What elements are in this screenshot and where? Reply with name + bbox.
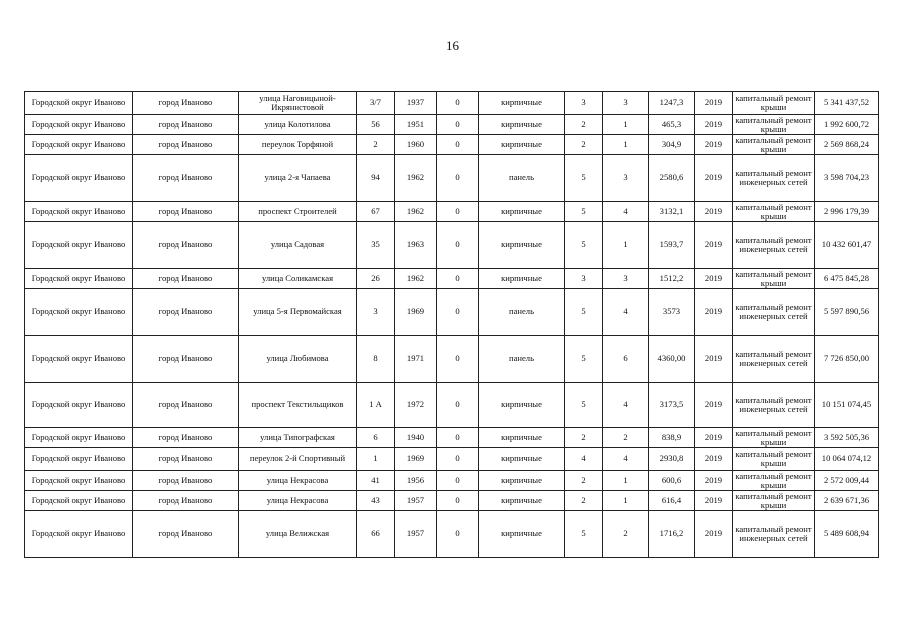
house-number-cell: 8: [357, 336, 395, 383]
floors-cell: 2: [565, 135, 603, 155]
entrances-cell: 1: [603, 222, 649, 269]
plan-year-cell: 2019: [695, 383, 733, 428]
table-row: [25, 448, 879, 471]
wall-material-cell: кирпичные: [479, 383, 565, 428]
table-row: [25, 383, 879, 428]
street-cell: улица Наговицыной-Икрянистовой: [239, 92, 357, 115]
cost-cell: 5 597 890,56: [815, 289, 879, 336]
plan-year-cell: 2019: [695, 115, 733, 135]
floors-cell: 5: [565, 289, 603, 336]
plan-year-cell: 2019: [695, 491, 733, 511]
year-cell: 1969: [395, 448, 437, 471]
table-row: [25, 471, 879, 491]
area-cell: 616,4: [649, 491, 695, 511]
year-cell: 1940: [395, 428, 437, 448]
year-cell: 1937: [395, 92, 437, 115]
district-cell: Городской округ Иваново: [25, 115, 133, 135]
city-cell: город Иваново: [133, 269, 239, 289]
floors-cell: 2: [565, 115, 603, 135]
work-type-cell: капитальный ремонт инженерных сетей: [733, 155, 815, 202]
entrances-cell: 6: [603, 336, 649, 383]
table-row: [25, 491, 879, 511]
street-cell: улица Любимова: [239, 336, 357, 383]
cost-cell: 3 592 505,36: [815, 428, 879, 448]
floors-cell: 5: [565, 222, 603, 269]
cost-cell: 10 064 074,12: [815, 448, 879, 471]
district-cell: Городской округ Иваново: [25, 135, 133, 155]
entrances-cell: 1: [603, 115, 649, 135]
entrances-cell: 4: [603, 383, 649, 428]
floors-cell: 5: [565, 202, 603, 222]
entrances-cell: 4: [603, 202, 649, 222]
plan-year-cell: 2019: [695, 428, 733, 448]
street-cell: улица Типографская: [239, 428, 357, 448]
plan-year-cell: 2019: [695, 92, 733, 115]
district-cell: Городской округ Иваново: [25, 491, 133, 511]
year-cell: 1960: [395, 135, 437, 155]
work-type-cell: капитальный ремонт крыши: [733, 202, 815, 222]
work-type-cell: капитальный ремонт крыши: [733, 115, 815, 135]
plan-year-cell: 2019: [695, 222, 733, 269]
zero-cell: 0: [437, 155, 479, 202]
street-cell: улица Некрасова: [239, 471, 357, 491]
district-cell: Городской округ Иваново: [25, 155, 133, 202]
street-cell: проспект Текстильщиков: [239, 383, 357, 428]
plan-year-cell: 2019: [695, 202, 733, 222]
house-number-cell: 3/7: [357, 92, 395, 115]
table-row: [25, 155, 879, 202]
wall-material-cell: кирпичные: [479, 511, 565, 558]
district-cell: Городской округ Иваново: [25, 448, 133, 471]
cost-cell: 5 341 437,52: [815, 92, 879, 115]
area-cell: 600,6: [649, 471, 695, 491]
entrances-cell: 3: [603, 92, 649, 115]
wall-material-cell: кирпичные: [479, 491, 565, 511]
house-number-cell: 1 А: [357, 383, 395, 428]
work-type-cell: капитальный ремонт крыши: [733, 491, 815, 511]
table-row: [25, 92, 879, 115]
cost-cell: 10 432 601,47: [815, 222, 879, 269]
city-cell: город Иваново: [133, 289, 239, 336]
zero-cell: 0: [437, 383, 479, 428]
year-cell: 1962: [395, 155, 437, 202]
zero-cell: 0: [437, 269, 479, 289]
year-cell: 1962: [395, 269, 437, 289]
area-cell: 3173,5: [649, 383, 695, 428]
floors-cell: 3: [565, 269, 603, 289]
floors-cell: 2: [565, 491, 603, 511]
district-cell: Городской округ Иваново: [25, 383, 133, 428]
street-cell: переулок Торфяной: [239, 135, 357, 155]
entrances-cell: 1: [603, 491, 649, 511]
work-type-cell: капитальный ремонт крыши: [733, 269, 815, 289]
floors-cell: 2: [565, 428, 603, 448]
house-number-cell: 67: [357, 202, 395, 222]
entrances-cell: 3: [603, 269, 649, 289]
entrances-cell: 2: [603, 511, 649, 558]
work-type-cell: капитальный ремонт крыши: [733, 428, 815, 448]
house-number-cell: 2: [357, 135, 395, 155]
work-type-cell: капитальный ремонт крыши: [733, 135, 815, 155]
zero-cell: 0: [437, 336, 479, 383]
house-number-cell: 43: [357, 491, 395, 511]
area-cell: 2930,8: [649, 448, 695, 471]
entrances-cell: 1: [603, 471, 649, 491]
cost-cell: 1 992 600,72: [815, 115, 879, 135]
district-cell: Городской округ Иваново: [25, 471, 133, 491]
house-number-cell: 26: [357, 269, 395, 289]
district-cell: Городской округ Иваново: [25, 92, 133, 115]
plan-year-cell: 2019: [695, 511, 733, 558]
wall-material-cell: кирпичные: [479, 471, 565, 491]
city-cell: город Иваново: [133, 135, 239, 155]
entrances-cell: 3: [603, 155, 649, 202]
zero-cell: 0: [437, 448, 479, 471]
house-number-cell: 6: [357, 428, 395, 448]
cost-cell: 3 598 704,23: [815, 155, 879, 202]
district-cell: Городской округ Иваново: [25, 428, 133, 448]
year-cell: 1951: [395, 115, 437, 135]
street-cell: улица Садовая: [239, 222, 357, 269]
table-row: [25, 428, 879, 448]
plan-year-cell: 2019: [695, 448, 733, 471]
wall-material-cell: кирпичные: [479, 202, 565, 222]
street-cell: улица Некрасова: [239, 491, 357, 511]
year-cell: 1957: [395, 491, 437, 511]
entrances-cell: 2: [603, 428, 649, 448]
zero-cell: 0: [437, 92, 479, 115]
wall-material-cell: кирпичные: [479, 448, 565, 471]
year-cell: 1957: [395, 511, 437, 558]
entrances-cell: 4: [603, 289, 649, 336]
floors-cell: 4: [565, 448, 603, 471]
district-cell: Городской округ Иваново: [25, 289, 133, 336]
house-number-cell: 35: [357, 222, 395, 269]
zero-cell: 0: [437, 491, 479, 511]
floors-cell: 3: [565, 92, 603, 115]
cost-cell: 2 996 179,39: [815, 202, 879, 222]
table-row: [25, 135, 879, 155]
floors-cell: 5: [565, 383, 603, 428]
work-type-cell: капитальный ремонт инженерных сетей: [733, 222, 815, 269]
city-cell: город Иваново: [133, 491, 239, 511]
plan-year-cell: 2019: [695, 471, 733, 491]
cost-cell: 5 489 608,94: [815, 511, 879, 558]
wall-material-cell: кирпичные: [479, 92, 565, 115]
city-cell: город Иваново: [133, 471, 239, 491]
street-cell: улица Колотилова: [239, 115, 357, 135]
zero-cell: 0: [437, 289, 479, 336]
area-cell: 4360,00: [649, 336, 695, 383]
table-row: [25, 511, 879, 558]
cost-cell: 2 639 671,36: [815, 491, 879, 511]
plan-year-cell: 2019: [695, 289, 733, 336]
wall-material-cell: панель: [479, 336, 565, 383]
plan-year-cell: 2019: [695, 336, 733, 383]
district-cell: Городской округ Иваново: [25, 511, 133, 558]
table-row: [25, 222, 879, 269]
street-cell: улица Соликамская: [239, 269, 357, 289]
district-cell: Городской округ Иваново: [25, 202, 133, 222]
district-cell: Городской округ Иваново: [25, 222, 133, 269]
buildings-table: [24, 91, 879, 558]
wall-material-cell: кирпичные: [479, 269, 565, 289]
floors-cell: 5: [565, 511, 603, 558]
table-row: [25, 269, 879, 289]
city-cell: город Иваново: [133, 202, 239, 222]
year-cell: 1956: [395, 471, 437, 491]
area-cell: 1593,7: [649, 222, 695, 269]
house-number-cell: 3: [357, 289, 395, 336]
city-cell: город Иваново: [133, 383, 239, 428]
zero-cell: 0: [437, 115, 479, 135]
area-cell: 838,9: [649, 428, 695, 448]
cost-cell: 7 726 850,00: [815, 336, 879, 383]
house-number-cell: 41: [357, 471, 395, 491]
cost-cell: 6 475 845,28: [815, 269, 879, 289]
work-type-cell: капитальный ремонт инженерных сетей: [733, 511, 815, 558]
house-number-cell: 1: [357, 448, 395, 471]
year-cell: 1962: [395, 202, 437, 222]
wall-material-cell: панель: [479, 289, 565, 336]
cost-cell: 2 572 009,44: [815, 471, 879, 491]
city-cell: город Иваново: [133, 115, 239, 135]
zero-cell: 0: [437, 202, 479, 222]
city-cell: город Иваново: [133, 336, 239, 383]
wall-material-cell: кирпичные: [479, 135, 565, 155]
street-cell: проспект Строителей: [239, 202, 357, 222]
city-cell: город Иваново: [133, 448, 239, 471]
zero-cell: 0: [437, 471, 479, 491]
area-cell: 304,9: [649, 135, 695, 155]
work-type-cell: капитальный ремонт инженерных сетей: [733, 289, 815, 336]
house-number-cell: 56: [357, 115, 395, 135]
plan-year-cell: 2019: [695, 135, 733, 155]
wall-material-cell: кирпичные: [479, 428, 565, 448]
table-row: [25, 202, 879, 222]
area-cell: 3132,1: [649, 202, 695, 222]
table-row: [25, 115, 879, 135]
plan-year-cell: 2019: [695, 155, 733, 202]
area-cell: 465,3: [649, 115, 695, 135]
floors-cell: 5: [565, 336, 603, 383]
year-cell: 1969: [395, 289, 437, 336]
cost-cell: 2 569 868,24: [815, 135, 879, 155]
wall-material-cell: панель: [479, 155, 565, 202]
work-type-cell: капитальный ремонт крыши: [733, 471, 815, 491]
zero-cell: 0: [437, 511, 479, 558]
area-cell: 1716,2: [649, 511, 695, 558]
house-number-cell: 94: [357, 155, 395, 202]
plan-year-cell: 2019: [695, 269, 733, 289]
cost-cell: 10 151 074,45: [815, 383, 879, 428]
zero-cell: 0: [437, 135, 479, 155]
entrances-cell: 1: [603, 135, 649, 155]
work-type-cell: капитальный ремонт крыши: [733, 448, 815, 471]
district-cell: Городской округ Иваново: [25, 336, 133, 383]
city-cell: город Иваново: [133, 511, 239, 558]
street-cell: улица 5-я Первомайская: [239, 289, 357, 336]
city-cell: город Иваново: [133, 92, 239, 115]
entrances-cell: 4: [603, 448, 649, 471]
city-cell: город Иваново: [133, 222, 239, 269]
city-cell: город Иваново: [133, 155, 239, 202]
area-cell: 1247,3: [649, 92, 695, 115]
year-cell: 1972: [395, 383, 437, 428]
area-cell: 2580,6: [649, 155, 695, 202]
work-type-cell: капитальный ремонт инженерных сетей: [733, 336, 815, 383]
wall-material-cell: кирпичные: [479, 222, 565, 269]
district-cell: Городской округ Иваново: [25, 269, 133, 289]
year-cell: 1963: [395, 222, 437, 269]
year-cell: 1971: [395, 336, 437, 383]
street-cell: улица 2-я Чапаева: [239, 155, 357, 202]
wall-material-cell: кирпичные: [479, 115, 565, 135]
work-type-cell: капитальный ремонт крыши: [733, 92, 815, 115]
city-cell: город Иваново: [133, 428, 239, 448]
table-row: [25, 289, 879, 336]
floors-cell: 5: [565, 155, 603, 202]
area-cell: 3573: [649, 289, 695, 336]
table-row: [25, 336, 879, 383]
house-number-cell: 66: [357, 511, 395, 558]
zero-cell: 0: [437, 222, 479, 269]
area-cell: 1512,2: [649, 269, 695, 289]
street-cell: улица Велижская: [239, 511, 357, 558]
page-number: 16: [446, 38, 459, 53]
zero-cell: 0: [437, 428, 479, 448]
street-cell: переулок 2-й Спортивный: [239, 448, 357, 471]
work-type-cell: капитальный ремонт инженерных сетей: [733, 383, 815, 428]
floors-cell: 2: [565, 471, 603, 491]
